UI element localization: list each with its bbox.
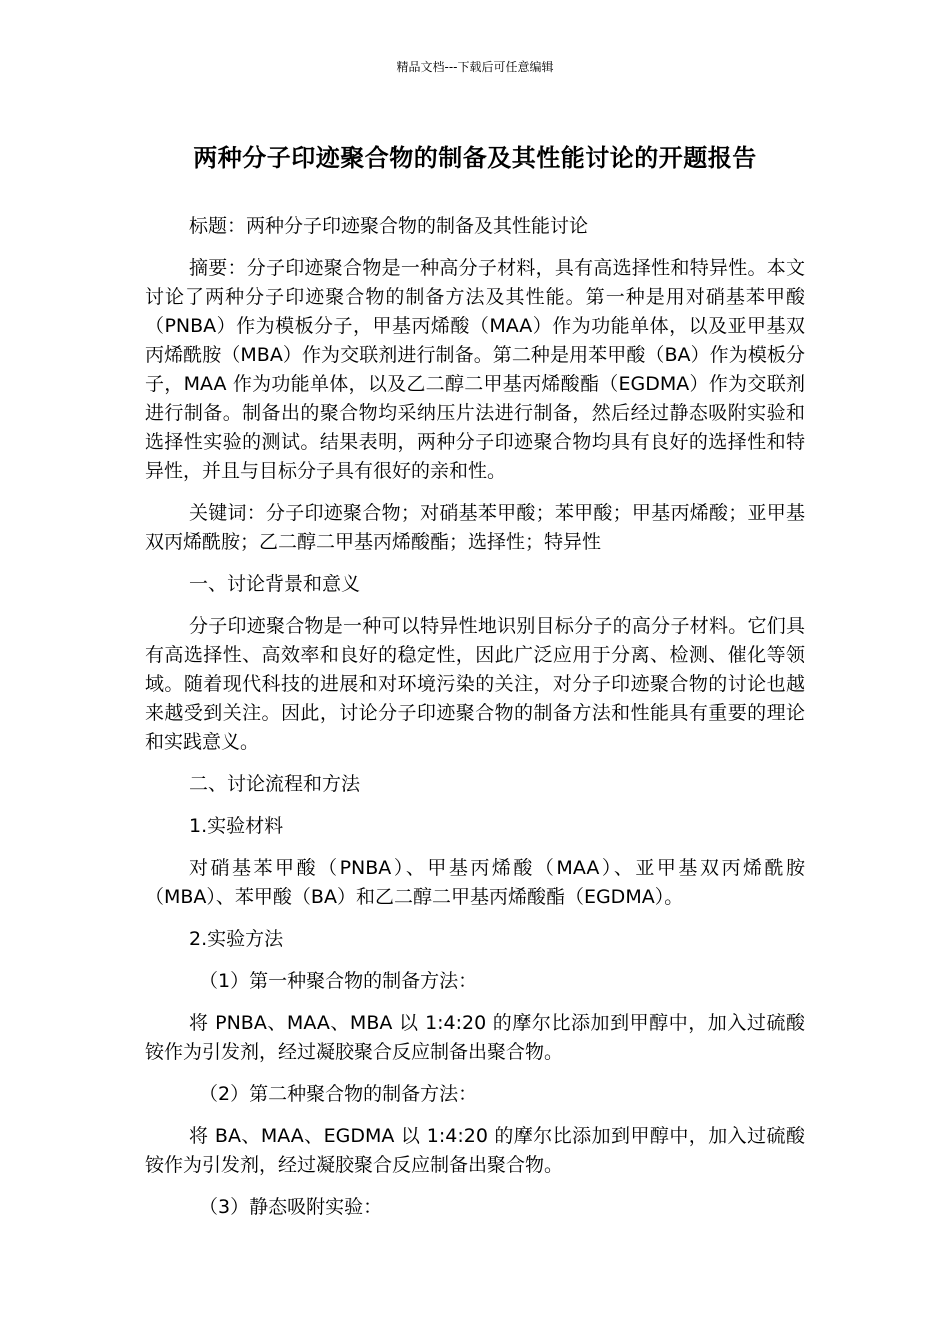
method-item-1-text: 将 PNBA、MAA、MBA 以 1:4:20 的摩尔比添加到甲醇中，加入过硫酸铵作为引发剂，经过凝胶聚合反应制备出聚合物。 bbox=[145, 1012, 805, 1063]
paragraph-abstract: 摘要：分子印迹聚合物是一种高分子材料，具有高选择性和特异性。本文讨论了两种分子印迹聚合物的制备方法及其性能。第一种是用对硝基苯甲酸（PNBA）作为模板分子，甲基丙烯酸（MAA）作为功能单体，以及亚甲基双丙烯酰胺（MBA）作为交联剂进行制备。第二种是用苯甲酸（BA）作为模板分子，MAA 作为功能单体，以及乙二醇二甲基丙烯酸酯（EGDMA）作为交联剂进行制备。制备出的聚合物均采纳压片法进行制备，然后经过静态吸附实验和选择性实验的测试。结果表明，两种分子印迹聚合物均具有良好的选择性和特异性，并且与目标分子具有很好的亲和性。 bbox=[145, 257, 805, 482]
document-title: 两种分子印迹聚合物的制备及其性能讨论的开题报告 bbox=[193, 144, 757, 172]
page-header: 精品文档---下载后可任意编辑 bbox=[396, 60, 554, 74]
paragraph-title-line: 标题：两种分子印迹聚合物的制备及其性能讨论 bbox=[189, 215, 589, 237]
subheading-materials: 1.实验材料 bbox=[189, 815, 284, 837]
paragraph-keywords: 关键词：分子印迹聚合物；对硝基苯甲酸；苯甲酸；甲基丙烯酸；亚甲基双丙烯酰胺；乙二醇二甲基丙烯酸酯；选择性；特异性 bbox=[145, 502, 805, 553]
section-heading-process: 二、讨论流程和方法 bbox=[189, 773, 361, 795]
method-item-2-text: 将 BA、MAA、EGDMA 以 1:4:20 的摩尔比添加到甲醇中，加入过硫酸铵作为引发剂，经过凝胶聚合反应制备出聚合物。 bbox=[145, 1125, 805, 1176]
subheading-methods: 2.实验方法 bbox=[189, 928, 284, 950]
document-body bbox=[145, 212, 805, 1235]
method-item-3-heading: （3）静态吸附实验： bbox=[199, 1196, 383, 1218]
paragraph-materials: 对硝基苯甲酸（PNBA）、甲基丙烯酸（MAA）、亚甲基双丙烯酰胺（MBA）、苯甲酸（BA）和乙二醇二甲基丙烯酸酯（EGDMA）。 bbox=[145, 857, 805, 908]
method-item-1-heading: （1）第一种聚合物的制备方法： bbox=[199, 970, 478, 992]
method-item-2-heading: （2）第二种聚合物的制备方法： bbox=[199, 1083, 478, 1105]
section-heading-background: 一、讨论背景和意义 bbox=[189, 573, 361, 595]
paragraph-background: 分子印迹聚合物是一种可以特异性地识别目标分子的高分子材料。它们具有高选择性、高效率和良好的稳定性，因此广泛应用于分离、检测、催化等领域。随着现代科技的进展和对环境污染的关注，对分子印迹聚合物的讨论也越来越受到关注。因此，讨论分子印迹聚合物的制备方法和性能具有重要的理论和实践意义。 bbox=[145, 615, 805, 753]
